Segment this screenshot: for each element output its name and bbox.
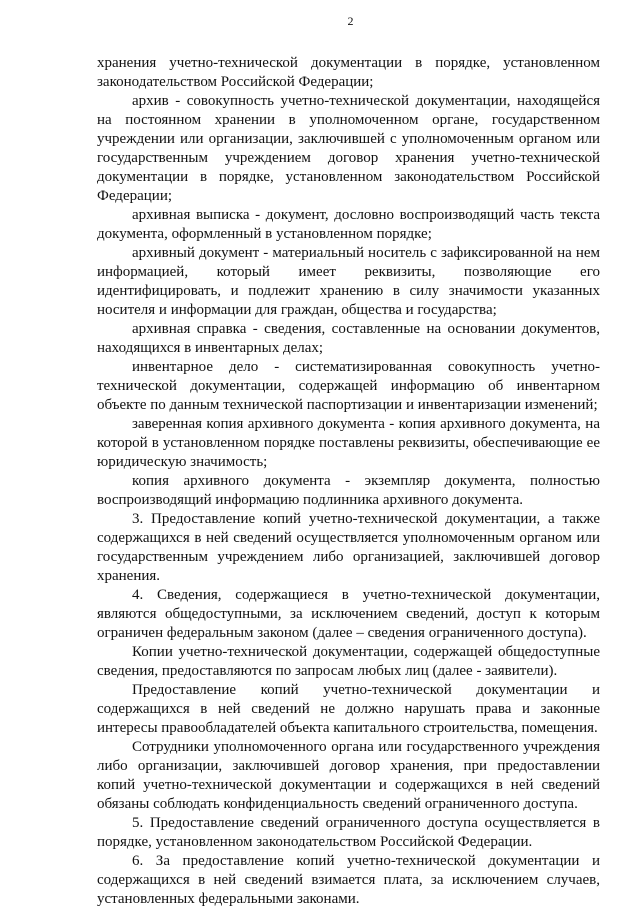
paragraph: копия архивного документа - экземпляр документа, полностью воспроизводящий информацию подлинника архивного документа. [97,473,600,508]
paragraph: заверенная копия архивного документа - копия архивного документа, на которой в установленном порядке поставлены реквизиты, обеспечивающие ее юридическую значимость; [97,416,600,470]
page-number: 2 [347,14,354,28]
paragraph: Сотрудники уполномоченного органа или государственного учреждения либо организации, заключившей договор хранения, при предоставлении копий учетно-технической документации и содержащихся в ней сведений обязаны соблюдать конфиденциальность сведений ограниченного доступа. [97,739,600,812]
paragraph: архивный документ - материальный носитель с зафиксированной на нем информацией, который имеет реквизиты, позволяющие его идентифицировать, и подлежит хранению в силу значимости указанных носителя и информации для граждан, общества и государства; [97,245,600,318]
paragraph: архивная выписка - документ, дословно воспроизводящий часть текста документа, оформленный в установленном порядке; [97,207,600,242]
paragraph: 5. Предоставление сведений ограниченного доступа осуществляется в порядке, установленном законодательством Российской Федерации. [97,815,600,850]
paragraph: Копии учетно-технической документации, содержащей общедоступные сведения, предоставляются по запросам любых лиц (далее - заявители). [97,644,600,679]
paragraph: архив - совокупность учетно-технической документации, находящейся на постоянном хранении в уполномоченном органе, государственном учреждении или организации, заключившей с уполномоченным органом или государственным учреждением договор хранения учетно-технической документации в порядке, установленном законодательством Российской Федерации; [97,93,600,204]
document-body [97,54,600,909]
paragraph: инвентарное дело - систематизированная совокупность учетно-технической документации, содержащей информацию об инвентарном объекте по данным технической паспортизации и инвентаризации изменений; [97,359,600,413]
paragraph-continued: хранения учетно-технической документации в порядке, установленном законодательством Российской Федерации; [97,55,600,90]
paragraph: 3. Предоставление копий учетно-технической документации, а также содержащихся в ней сведений осуществляется уполномоченным органом или государственным учреждением либо организацией, заключившей договор хранения. [97,511,600,584]
paragraph: 6. За предоставление копий учетно-технической документации и содержащихся в ней сведений взимается плата, за исключением случаев, установленных федеральными законами. [97,853,600,907]
paragraph: Предоставление копий учетно-технической документации и содержащихся в ней сведений не должно нарушать права и законные интересы правообладателей объекта капитального строительства, помещения. [97,682,600,736]
paragraph: 4. Сведения, содержащиеся в учетно-технической документации, являются общедоступными, за исключением сведений, доступ к которым ограничен федеральным законом (далее – сведения ограниченного доступа). [97,587,600,641]
paragraph: архивная справка - сведения, составленные на основании документов, находящихся в инвентарных делах; [97,321,600,356]
